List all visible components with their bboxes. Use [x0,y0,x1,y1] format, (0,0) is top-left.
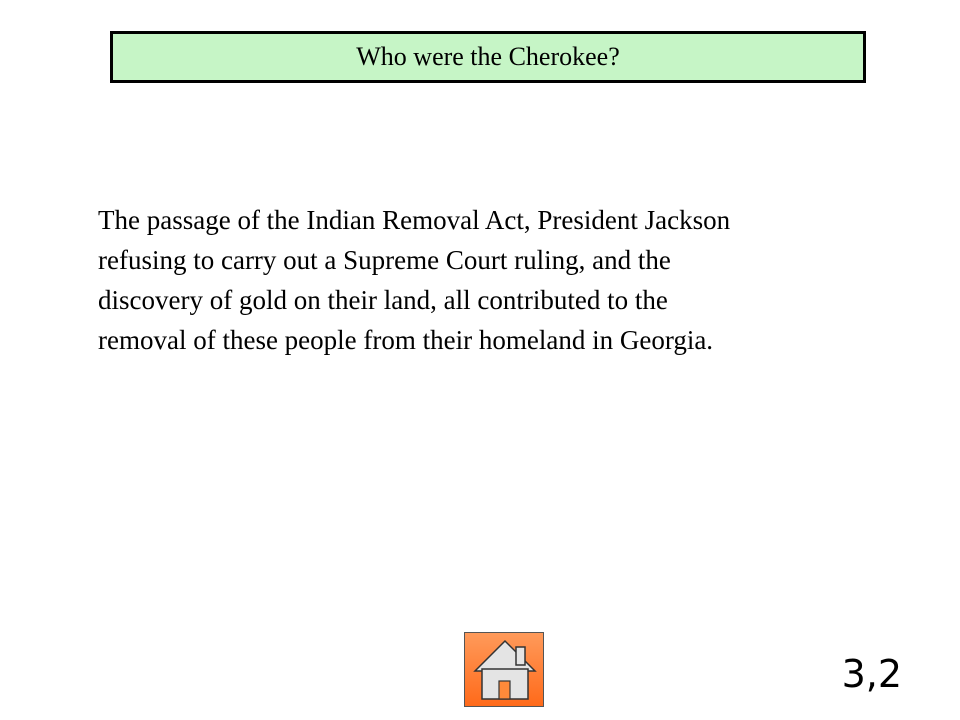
clue-line: The passage of the Indian Removal Act, President Jackson [98,205,731,235]
slide-number: 3,2 [841,652,902,696]
clue-text [98,200,878,360]
clue-line: discovery of gold on their land, all contributed to the [98,285,668,315]
home-button[interactable] [464,632,544,707]
answer-header-text: Who were the Cherokee? [356,42,620,71]
clue-line: removal of these people from their homeland in Georgia. [98,325,714,355]
home-icon [465,633,545,708]
clue-line: refusing to carry out a Supreme Court ruling, and the [98,245,671,275]
answer-header [110,31,866,83]
